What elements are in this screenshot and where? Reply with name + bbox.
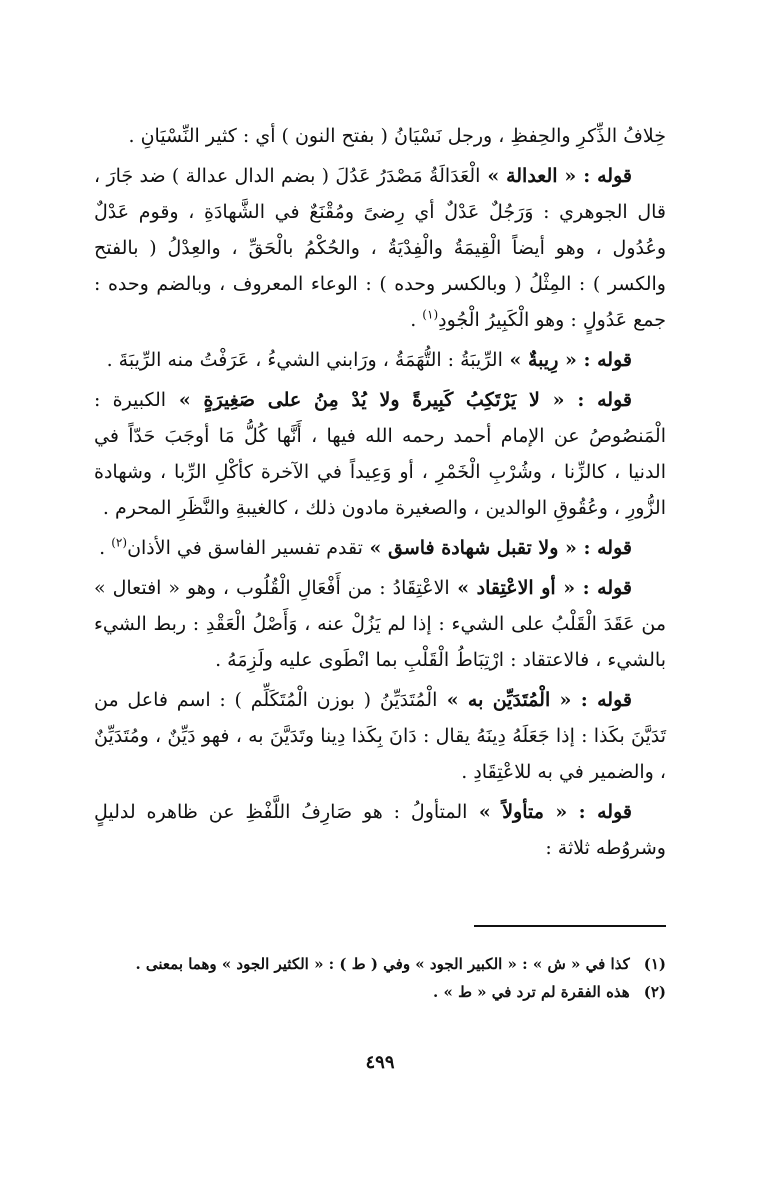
footnote-text: كذا في « ش » : « الكبير الجود » وفي ( ط ) : « الكثير الجود » وهما بمعنى . — [135, 955, 630, 973]
lemma-heading: قوله : « ولا تقبل شهادة فاسق » — [362, 537, 632, 559]
paragraph — [94, 570, 666, 678]
lemma-heading: قوله : « لا يَرْتَكِبُ كَبِيرةً ولا يُدْ مِنُ على صَغِيرَةٍ » — [166, 389, 632, 411]
paragraph-text: . — [410, 309, 423, 331]
footnote — [94, 978, 666, 1006]
paragraph-text: المتأولُ : هو صَارِفُ اللَّفْظِ عن ظاهره لدليلٍ وشروُطه ثلاثة : — [94, 801, 666, 859]
paragraph — [94, 342, 666, 378]
lemma-heading: قوله : « العدالة » — [480, 165, 632, 187]
paragraph — [94, 118, 666, 154]
footnote-separator — [474, 925, 666, 927]
footnote-marker: (١) — [422, 307, 439, 322]
main-text — [94, 118, 666, 870]
paragraph-text: تقدم تفسير الفاسق في الأذان — [127, 537, 363, 559]
paragraph-text: . — [99, 537, 112, 559]
lemma-heading: قوله : « أو الاعْتِقاد » — [449, 577, 633, 599]
paragraph — [94, 382, 666, 526]
lemma-heading: قوله : « رِيبةٌ » — [502, 349, 632, 371]
paragraph — [94, 158, 666, 338]
lemma-heading: قوله : « متأولاً » — [467, 801, 632, 823]
paragraph-text: الكبيرة : الْمَنصُوصُ عن الإمام أحمد رحمه الله فيها ، أَنَّها كُلُّ مَا أوجَبَ حَدّاً في الدنيا ، كالزِّنا ، وشُرْبِ الْخَمْرِ ، أو وَعِيداً في الآخرة كأكْلِ الرِّبا ، وشهادة الزُّورِ ، وعُقُوقِ الوالدين ، والصغيرة مادون ذلك ، كالغيبةِ والنَّظَرِ المحرم . — [94, 389, 666, 519]
paragraph — [94, 530, 666, 566]
footnote-marker: (٢) — [111, 535, 128, 550]
paragraph-text: الاعْتِقَادُ : من أَفْعَالِ الْقُلُوب ، وهو « افتعال » من عَقَدَ الْقَلْبُ على الشيء : إذا لم يَزُلْ عنه ، وَأَصْلُ الْعَقْدِ : ربط الشيء بالشيء ، فالاعتقاد : ارْتِبَاطُ الْقَلْبِ بما انْطَوى عليه ولَزِمَهُ . — [94, 577, 666, 671]
paragraph-text: الْعَدَالَةُ مَصْدَرُ عَدُلَ ( بضم الدال عدالة ) ضد جَارَ ، قال الجوهري : وَرَجُلٌ عَدْلٌ أي رِضىً ومُقْنَعٌ في الشَّهادَةِ ، وقوم عَدْلٌ وعُدُول ، وهو أيضاً الْقِيمَةُ والْفِدْيَةُ ، والحُكْمُ بالْحَقِّ ، والعِدْلُ ( بالفتح والكسر ) : المِثْلُ ( وبالكسر وحده ) : الوعاء المعروف ، وبالضم وحده : جمع عَدُولٍ : وهو الْكَبِيرُ الْجُودِ — [94, 165, 666, 331]
footnote-number: (١) — [643, 955, 666, 973]
footnote — [94, 950, 666, 978]
paragraph-text: الْمُتَدَيِّنُ ( بوزن الْمُتَكَلِّم ) : اسم فاعل من تَدَيَّنَ بكَذا : إذا جَعَلَهُ دِينَهُ يقال : دَانَ بِكَذا دِينا وتَدَيَّنَ به ، فهو دَيِّنٌ ، ومُتَدَيِّنٌ ، والضمير في به للاعْتِقَادِ . — [94, 689, 666, 783]
lemma-heading: قوله : « الْمُتَدَيِّن به » — [437, 689, 632, 711]
paragraph — [94, 682, 666, 790]
paragraph — [94, 794, 666, 866]
footnote-number: (٢) — [643, 983, 666, 1001]
page-number: ٤٩٩ — [365, 1052, 395, 1073]
paragraph-text: خِلافُ الذِّكرِ والحِفظِ ، ورجل نَسْيَانُ ( بفتح النون ) أي : كثير النِّسْيَانِ . — [128, 125, 666, 147]
paragraph-text: الرِّيبَةُ : التُّهَمَةُ ، ورَابني الشيءُ ، عَرَفْتُ منه الرِّيبَةَ . — [106, 349, 503, 371]
footnote-text: هذه الفقرة لم ترد في « ط » . — [433, 983, 630, 1001]
footnotes — [94, 950, 666, 1006]
